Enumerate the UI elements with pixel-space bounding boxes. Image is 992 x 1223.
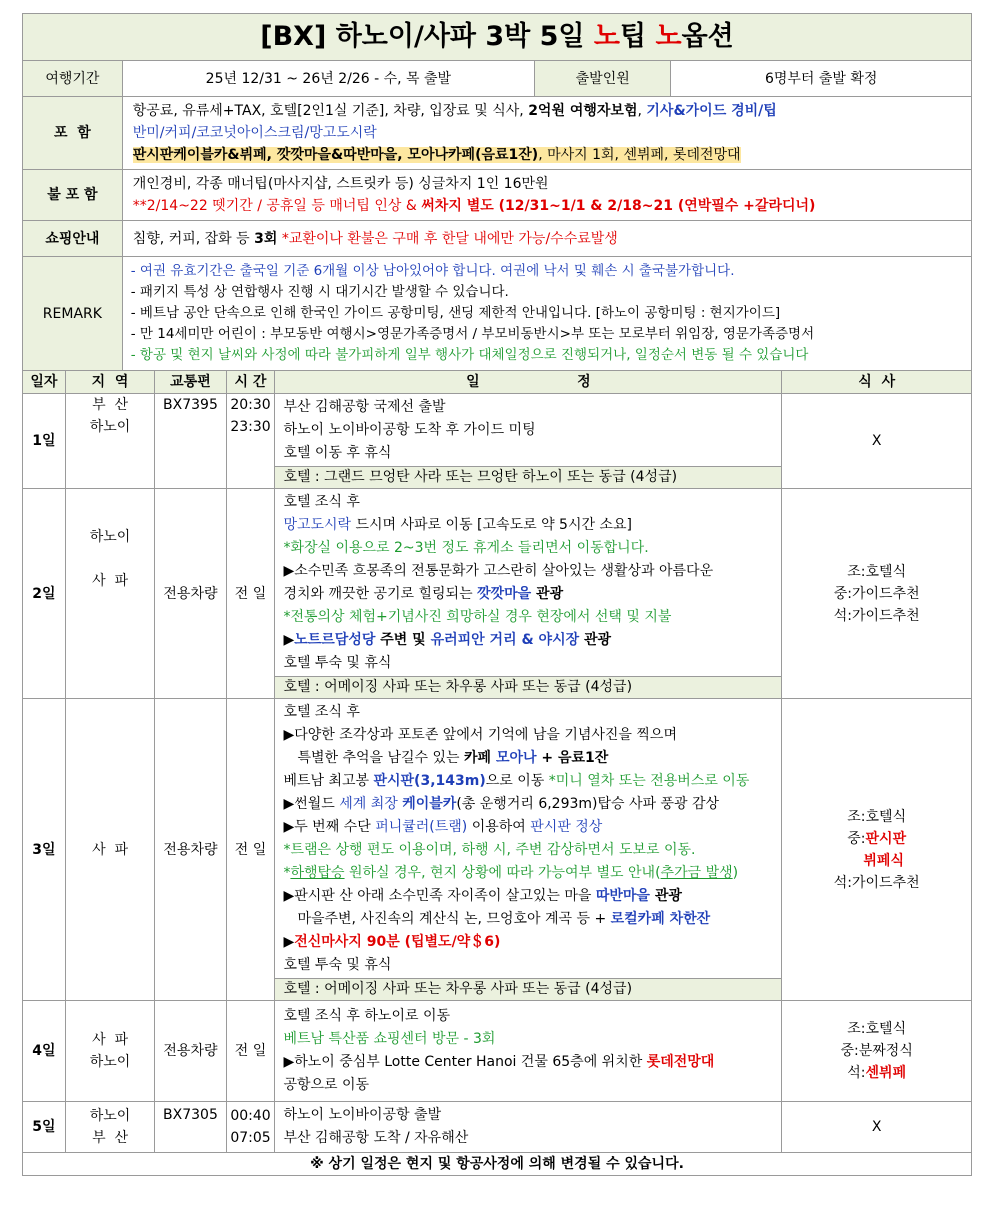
hotel-info: 호텔 : 어메이징 사파 또는 차우롱 사파 또는 동급 (4성급) [275, 676, 781, 698]
meal-dinner: 석:가이드추천 [833, 607, 920, 624]
shopping-refund-note: *교환이나 환불은 구매 후 한달 내에만 가능/수수료발생 [277, 230, 618, 247]
itinerary-line: 호텔 조식 후 하노이로 이동 [283, 1008, 451, 1024]
itinerary-line: 부산 김해공항 도착 / 자유해산 [283, 1130, 469, 1146]
day-meal: X [782, 1102, 972, 1153]
downhill-ride: 하행탑승 [290, 865, 345, 881]
remark-content [122, 257, 971, 371]
include-line2: 반미/커피/코코넛아이스크림/망고도시락 [132, 125, 377, 141]
meal-breakfast: 조:호텔식 [847, 563, 907, 580]
mango-lunchbox: 망고도시락 [283, 517, 352, 533]
cable-car: 케이블카 [402, 796, 457, 812]
itinerary-line: 호텔 조식 후 [283, 494, 360, 510]
shopping-items: 침향, 커피, 잡화 등 [132, 230, 255, 247]
itinerary-text: ▶하노이 중심부 Lotte Center Hanoi 건물 65층에 위치한 [283, 1054, 647, 1070]
remark-line: - 만 14세미만 어린이 : 부모동반 여행시>영문가족증명서 / 부모비동반시>부 또는 모로부터 위임장, 영문가족증명서 [130, 326, 815, 342]
col-transport-header: 교통편 [155, 371, 226, 394]
day-itinerary [275, 394, 782, 489]
itinerary-text: 이용하여 [467, 819, 531, 835]
region-from: 하노이 [89, 1108, 131, 1124]
day-time: 전 일 [226, 699, 275, 1001]
itinerary-table [22, 13, 972, 1176]
day-time [226, 1102, 275, 1153]
itinerary-line: 호텔 투숙 및 휴식 [283, 957, 392, 973]
itinerary-line: ▶소수민족 흐몽족의 전통문화가 고스란히 살아있는 생활상과 아름다운 [283, 563, 714, 579]
drink-included: + 음료1잔 [536, 750, 609, 766]
title-tip: 팁 [620, 21, 656, 52]
region-to: 하노이 [89, 419, 131, 435]
hotel-info: 호텔 : 그랜드 므엉탄 사라 또는 므엉탄 하노이 또는 동급 (4성급) [275, 466, 781, 488]
day-itinerary [275, 1001, 782, 1102]
region-from: 하노이 [89, 528, 131, 545]
day-number: 1일 [23, 394, 66, 489]
day-region [65, 489, 155, 699]
cafe-word: 카페 [464, 750, 496, 766]
itinerary-tour: 관광 [649, 888, 682, 904]
note-star: * [283, 865, 291, 881]
day-itinerary [275, 489, 782, 699]
col-day-header: 일자 [23, 371, 66, 394]
local-cafe: 로컬카페 차한잔 [610, 911, 711, 927]
day-itinerary [275, 699, 782, 1001]
meal-breakfast: 조:호텔식 [847, 1021, 907, 1037]
itinerary-line: 부산 김해공항 국제선 출발 [283, 399, 446, 415]
day-region [65, 1001, 155, 1102]
tour-itinerary-document [22, 13, 972, 1176]
include-label: 포 함 [23, 97, 123, 170]
remark-line: - 여권 유효기간은 출국일 기준 6개월 이상 남아있어야 합니다. 여권에 낙서 및 훼손 시 출국불가합니다. [130, 263, 735, 279]
catcat-village: 깟깟마을 [477, 586, 532, 602]
day-number: 3일 [23, 699, 66, 1001]
col-meal-header: 식 사 [782, 371, 972, 394]
itinerary-line: 호텔 조식 후 [283, 704, 360, 720]
col-region-header: 지 역 [65, 371, 155, 394]
col-time-header: 시 간 [226, 371, 275, 394]
include-insurance: 2억원 여행자보험 [528, 103, 638, 119]
shopping-label: 쇼핑안내 [23, 221, 123, 257]
meal-breakfast: 조:호텔식 [847, 808, 907, 825]
day-transport: BX7305 [155, 1102, 226, 1153]
itinerary-note: 원하실 경우, 현지 상황에 따라 가능여부 별도 안내( [344, 865, 661, 881]
bullet: ▶ [283, 632, 295, 648]
day-row [23, 1102, 972, 1153]
day-row [23, 394, 972, 489]
day-transport: 전용차량 [155, 1001, 226, 1102]
european-street: 유러피안 거리 & 야시장 [430, 632, 580, 648]
shopping-content [122, 221, 971, 257]
itinerary-line: 경치와 깨끗한 공기로 힐링되는 [283, 586, 478, 602]
day-row [23, 1001, 972, 1102]
exclude-line2a: **2/14~22 뗏기간 / 공휴일 등 매너팁 인상 & [132, 198, 422, 214]
exclude-label: 불 포 함 [23, 170, 123, 221]
meal-dinner: 석:가이드추천 [833, 874, 920, 891]
include-line1: 항공료, 유류세+TAX, 호텔[2인1실 기준], 차량, 입장료 및 식사, [132, 103, 529, 119]
include-guide-fee: 기사&가이드 경비/팁 [646, 103, 777, 119]
remark-line: - 항공 및 현지 날씨와 사정에 따라 불가피하게 일부 행사가 대체일정으로 진행되거나, 일정순서 변동 될 수 있습니다 [130, 347, 809, 363]
itinerary-line: ▶다양한 조각상과 포토존 앞에서 기억에 남을 기념사진을 찍으며 [283, 727, 677, 743]
include-highlight: 판시판케이블카&뷔페, 깟깟마을&따반마을, 모아나카페(음료1잔) [132, 147, 539, 163]
region-to: 부 산 [92, 1130, 129, 1146]
day-itinerary [275, 1102, 782, 1153]
lotte-observatory: 롯데전망대 [646, 1054, 715, 1070]
period-label: 여행기간 [23, 61, 123, 97]
itinerary-text: (총 운행거리 6,293m)탑승 사파 풍광 감상 [456, 796, 720, 812]
day-region [65, 1102, 155, 1153]
title-text: [BX] 하노이/사파 3박 5일 [260, 21, 594, 52]
itinerary-tour: 관광 [579, 632, 612, 648]
day-time: 전 일 [226, 1001, 275, 1102]
meal-lunch: 중:가이드추천 [833, 585, 920, 602]
arrival-time: 07:05 [230, 1130, 271, 1146]
day-meal [782, 699, 972, 1001]
include-line3-rest: , 마사지 1회, 센뷔페, 롯데전망대 [538, 147, 741, 163]
title-option: 옵션 [681, 21, 734, 52]
day-region: 사 파 [65, 699, 155, 1001]
col-itinerary-header: 일 정 [275, 371, 782, 394]
title-no-option: 노 [655, 21, 682, 52]
footer-notice: ※ 상기 일정은 현지 및 항공사정에 의해 변경될 수 있습니다. [23, 1153, 972, 1176]
full-body-massage: 전신마사지 90분 (팁별도/약＄6) [294, 934, 501, 950]
region-from: 사 파 [92, 1032, 129, 1048]
fansipan-summit: 판시판 정상 [530, 819, 603, 835]
day-transport: 전용차량 [155, 699, 226, 1001]
meal-lunch-label: 중: [847, 830, 866, 847]
period-value: 25년 12/31 ~ 26년 2/26 - 수, 목 출발 [122, 61, 534, 97]
day-transport: 전용차량 [155, 489, 226, 699]
itinerary-text: 으로 이동 [485, 773, 549, 789]
itinerary-tour: 관광 [531, 586, 564, 602]
itinerary-text: 주변 및 [375, 632, 431, 648]
taphin-village: 따반마을 [595, 888, 650, 904]
departure-time: 20:30 [230, 397, 271, 413]
itinerary-line: 드시며 사파로 이동 [고속도로 약 5시간 소요] [351, 517, 632, 533]
itinerary-line: 호텔 투숙 및 휴식 [283, 655, 392, 671]
meal-dinner: 센뷔페 [865, 1065, 907, 1081]
itinerary-line: 호텔 이동 후 휴식 [283, 445, 392, 461]
fansipan-peak: 판시판(3,143m) [373, 773, 486, 789]
title-no-tip: 노 [593, 21, 621, 52]
day-row [23, 699, 972, 1001]
funicular: 퍼니큘러(트램) [375, 819, 468, 835]
extra-charge: 추가금 발생 [660, 865, 733, 881]
region-to: 하노이 [89, 1054, 131, 1070]
exclude-surcharge: 써차지 별도 (12/31~1/1 & 2/18~21 (연박필수 +갈라디너) [421, 198, 816, 214]
arrival-time: 23:30 [230, 419, 271, 435]
bullet: ▶ [283, 934, 295, 950]
itinerary-text: ▶판시판 산 아래 소수민족 자이족이 살고있는 마을 [283, 888, 596, 904]
itinerary-note: *전통의상 체험+기념사진 희망하실 경우 현장에서 선택 및 지불 [283, 609, 672, 625]
paren-close: ) [732, 865, 739, 881]
remark-label: REMARK [23, 257, 123, 371]
remark-line: - 패키지 특성 상 연합행사 진행 시 대기시간 발생할 수 있습니다. [130, 284, 509, 300]
meal-dinner-label: 석: [847, 1065, 866, 1081]
itinerary-line: 하노이 노이바이공항 출발 [283, 1107, 442, 1123]
people-value: 6명부터 출발 확정 [671, 61, 972, 97]
departure-time: 00:40 [230, 1108, 271, 1124]
page-title [23, 14, 972, 61]
day-row [23, 489, 972, 699]
meal-lunch: 중:분짜정식 [840, 1043, 913, 1059]
moana-cafe: 모아나 [495, 750, 537, 766]
day-time [226, 394, 275, 489]
itinerary-text: ▶썬월드 [283, 796, 340, 812]
day-number: 4일 [23, 1001, 66, 1102]
day-meal [782, 489, 972, 699]
itinerary-note: *미니 열차 또는 전용버스로 이동 [548, 773, 750, 789]
itinerary-text: 베트남 최고봉 [283, 773, 374, 789]
day-region [65, 394, 155, 489]
longest-word: 세계 최장 [339, 796, 403, 812]
exclude-content [122, 170, 971, 221]
meal-buffet: 뷔페식 [863, 852, 904, 869]
day-transport: BX7395 [155, 394, 226, 489]
itinerary-note: *화장실 이용으로 2~3번 정도 휴게소 들리면서 이동합니다. [283, 540, 649, 556]
exclude-line1: 개인경비, 각종 매너팁(마사지샵, 스트릿카 등) 싱글차지 1인 16만원 [132, 176, 549, 192]
day-meal: X [782, 394, 972, 489]
day-time: 전 일 [226, 489, 275, 699]
itinerary-line: 공항으로 이동 [283, 1077, 370, 1093]
meal-lunch: 판시판 [865, 830, 907, 847]
shopping-visit: 베트남 특산품 쇼핑센터 방문 - 3회 [283, 1031, 496, 1047]
people-label: 출발인원 [535, 61, 671, 97]
itinerary-text: 마을주변, 사진속의 계산식 논, 므엉호아 계곡 등 + [297, 911, 611, 927]
notre-dame: 노트르담성당 [294, 632, 376, 648]
itinerary-text: 특별한 추억을 남길수 있는 [297, 750, 465, 766]
day-number: 2일 [23, 489, 66, 699]
include-content [122, 97, 971, 170]
shopping-count: 3회 [254, 230, 278, 247]
region-from: 부 산 [92, 397, 129, 413]
hotel-info: 호텔 : 어메이징 사파 또는 차우롱 사파 또는 동급 (4성급) [275, 978, 781, 1000]
remark-line: - 베트남 공안 단속으로 인해 한국인 가이드 공항미팅, 샌딩 제한적 안내입니다. [하노이 공항미팅 : 현지가이드] [130, 305, 781, 321]
day-meal [782, 1001, 972, 1102]
itinerary-text: ▶두 번째 수단 [283, 819, 376, 835]
include-sep: , [637, 103, 647, 119]
region-to: 사 파 [92, 572, 129, 589]
itinerary-line: 하노이 노이바이공항 도착 후 가이드 미팅 [283, 422, 536, 438]
day-number: 5일 [23, 1102, 66, 1153]
itinerary-note: *트램은 상행 편도 이용이며, 하행 시, 주변 감상하면서 도보로 이동. [283, 842, 696, 858]
